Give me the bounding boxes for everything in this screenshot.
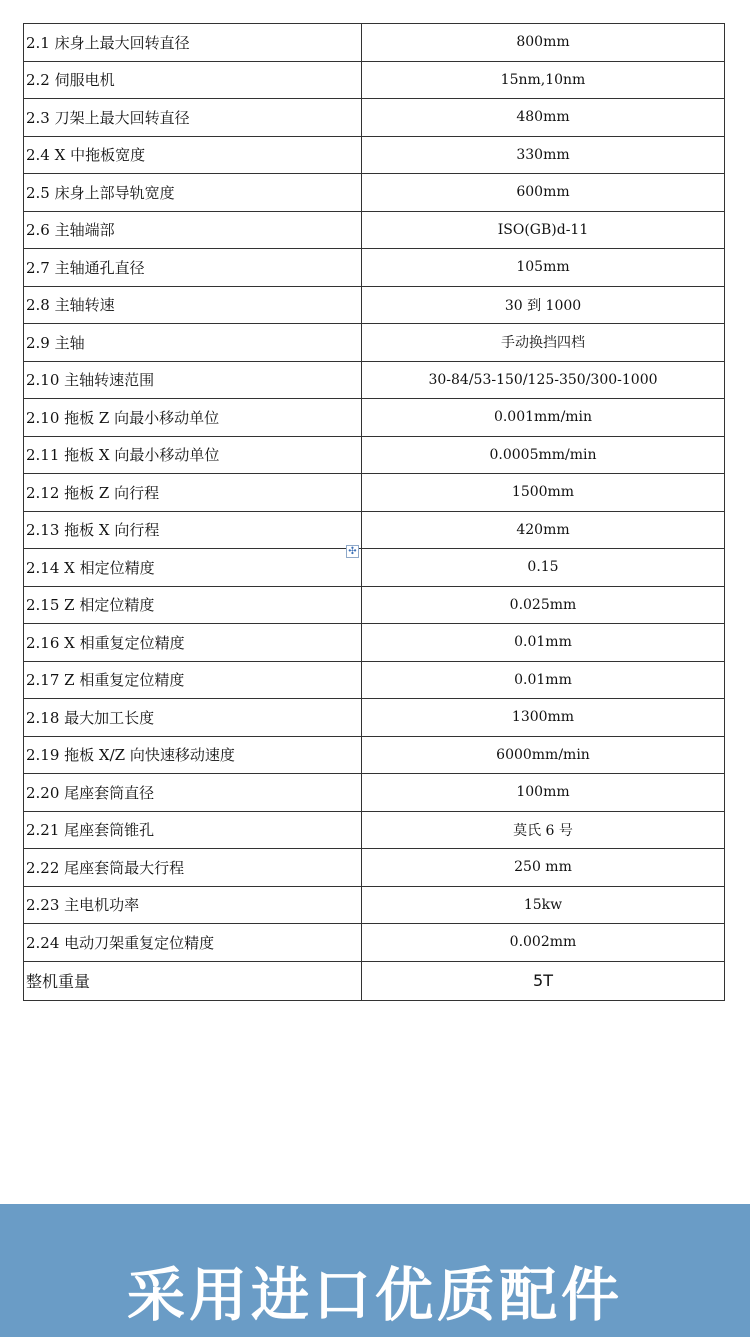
spec-name-cell: 2.11 拖板 X 向最小移动单位 bbox=[24, 436, 362, 474]
spec-name-cell: 2.3 刀架上最大回转直径 bbox=[24, 99, 362, 137]
spec-name-cell: 2.8 主轴转速 bbox=[24, 286, 362, 324]
table-row bbox=[24, 286, 725, 324]
spec-name-cell: 2.10 拖板 Z 向最小移动单位 bbox=[24, 399, 362, 437]
spec-name-cell: 2.1 床身上最大回转直径 bbox=[24, 24, 362, 62]
table-row bbox=[24, 811, 725, 849]
spec-name-cell: 2.23 主电机功率 bbox=[24, 886, 362, 924]
spec-value-cell: 105mm bbox=[362, 249, 725, 287]
spec-value-cell: ISO(GB)d-11 bbox=[362, 211, 725, 249]
spec-value-cell: 5T bbox=[362, 961, 725, 1000]
spec-value-cell: 手动换挡四档 bbox=[362, 324, 725, 362]
table-row bbox=[24, 886, 725, 924]
spec-value-cell: 600mm bbox=[362, 174, 725, 212]
spec-name-cell: 2.12 拖板 Z 向行程 bbox=[24, 474, 362, 512]
spec-value-cell: 0.001mm/min bbox=[362, 399, 725, 437]
spec-name-cell: 2.17 Z 相重复定位精度 bbox=[24, 661, 362, 699]
spec-name-cell: 2.6 主轴端部 bbox=[24, 211, 362, 249]
spec-name-cell: 2.20 尾座套筒直径 bbox=[24, 774, 362, 812]
table-row bbox=[24, 511, 725, 549]
spec-value-cell: 800mm bbox=[362, 24, 725, 62]
spec-value-cell: 1300mm bbox=[362, 699, 725, 737]
spec-value-cell: 莫氏 6 号 bbox=[362, 811, 725, 849]
spec-value-cell: 0.025mm bbox=[362, 586, 725, 624]
table-row bbox=[24, 24, 725, 62]
table-row bbox=[24, 211, 725, 249]
spec-name-cell: 2.21 尾座套筒锥孔 bbox=[24, 811, 362, 849]
table-row bbox=[24, 774, 725, 812]
spec-name-cell: 整机重量 bbox=[24, 961, 362, 1000]
spec-value-cell: 0.002mm bbox=[362, 924, 725, 962]
table-row bbox=[24, 661, 725, 699]
spec-name-cell: 2.7 主轴通孔直径 bbox=[24, 249, 362, 287]
spec-table-body bbox=[24, 24, 725, 1001]
table-row bbox=[24, 736, 725, 774]
spec-name-cell: 2.5 床身上部导轨宽度 bbox=[24, 174, 362, 212]
spec-value-cell: 100mm bbox=[362, 774, 725, 812]
table-row bbox=[24, 924, 725, 962]
spec-name-cell: 2.13 拖板 X 向行程 bbox=[24, 511, 362, 549]
spec-name-cell: 2.14 X 相定位精度 bbox=[24, 549, 362, 587]
table-row bbox=[24, 849, 725, 887]
table-row bbox=[24, 99, 725, 137]
spec-value-cell: 0.0005mm/min bbox=[362, 436, 725, 474]
table-row bbox=[24, 61, 725, 99]
spec-value-cell: 0.01mm bbox=[362, 661, 725, 699]
spec-name-cell: 2.10 主轴转速范围 bbox=[24, 361, 362, 399]
spec-name-cell: 2.2 伺服电机 bbox=[24, 61, 362, 99]
spec-value-cell: 30 到 1000 bbox=[362, 286, 725, 324]
spec-value-cell: 15nm,10nm bbox=[362, 61, 725, 99]
spec-value-cell: 6000mm/min bbox=[362, 736, 725, 774]
spec-value-cell: 0.15 bbox=[362, 549, 725, 587]
table-row bbox=[24, 549, 725, 587]
spec-name-cell: 2.18 最大加工长度 bbox=[24, 699, 362, 737]
table-row bbox=[24, 136, 725, 174]
spec-name-cell: 2.15 Z 相定位精度 bbox=[24, 586, 362, 624]
table-row bbox=[24, 436, 725, 474]
spec-value-cell: 330mm bbox=[362, 136, 725, 174]
table-row bbox=[24, 624, 725, 662]
table-row bbox=[24, 586, 725, 624]
spec-name-cell: 2.9 主轴 bbox=[24, 324, 362, 362]
spec-name-cell: 2.22 尾座套筒最大行程 bbox=[24, 849, 362, 887]
spec-table bbox=[23, 23, 725, 1001]
table-move-handle-icon[interactable]: ✣ bbox=[346, 545, 359, 558]
table-row bbox=[24, 474, 725, 512]
bottom-banner bbox=[0, 1204, 750, 1337]
spec-name-cell: 2.19 拖板 X/Z 向快速移动速度 bbox=[24, 736, 362, 774]
spec-name-cell: 2.16 X 相重复定位精度 bbox=[24, 624, 362, 662]
spec-value-cell: 480mm bbox=[362, 99, 725, 137]
banner-title: 采用进口优质配件 bbox=[126, 1261, 623, 1329]
spec-name-cell: 2.24 电动刀架重复定位精度 bbox=[24, 924, 362, 962]
spec-value-cell: 1500mm bbox=[362, 474, 725, 512]
table-row bbox=[24, 249, 725, 287]
spec-name-cell: 2.4 X 中拖板宽度 bbox=[24, 136, 362, 174]
table-row bbox=[24, 174, 725, 212]
spec-value-cell: 30-84/53-150/125-350/300-1000 bbox=[362, 361, 725, 399]
spec-value-cell: 15kw bbox=[362, 886, 725, 924]
table-row bbox=[24, 361, 725, 399]
table-row bbox=[24, 961, 725, 1000]
table-row bbox=[24, 324, 725, 362]
table-row bbox=[24, 399, 725, 437]
table-row bbox=[24, 699, 725, 737]
spec-value-cell: 0.01mm bbox=[362, 624, 725, 662]
spec-value-cell: 420mm bbox=[362, 511, 725, 549]
spec-value-cell: 250 mm bbox=[362, 849, 725, 887]
